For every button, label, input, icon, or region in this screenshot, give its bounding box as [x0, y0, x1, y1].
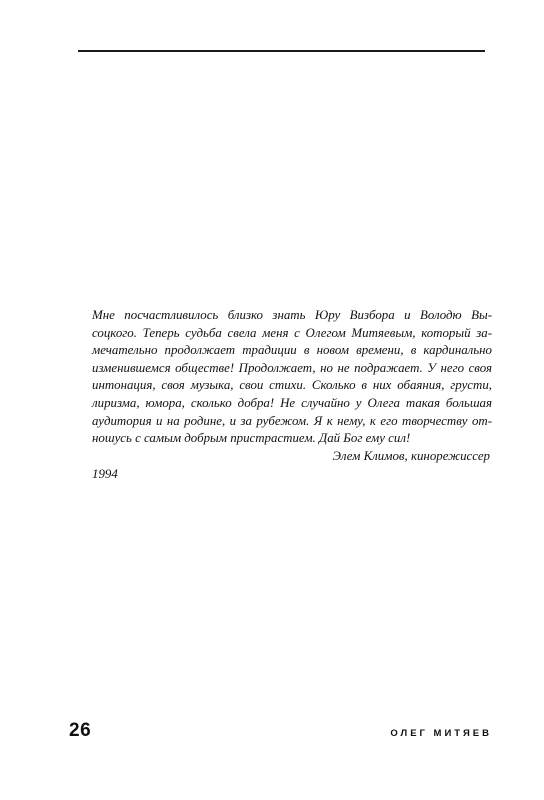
page-number: 26 [69, 720, 92, 741]
quote-line: ношусь с самым добрым пристрастием. Дай Бог ему сил! [92, 431, 411, 446]
top-rule [78, 50, 485, 52]
quote-line: аудитория и на родине, и за рубежом. Я к нему, к его творчеству от- [92, 413, 492, 428]
running-footer-title: ОЛЕГ МИТЯЕВ [390, 728, 492, 739]
quote-line: соцкого. Теперь судьба свела меня с Олегом Митяевым, который за- [92, 325, 492, 340]
quote-line: интонация, своя музыка, свои стихи. Сколько в них обаяния, грусти, [92, 378, 492, 393]
quote-year: 1994 [92, 467, 118, 481]
quote-line: мечательно продолжает традиции в новом времени, в кардинально [92, 343, 492, 358]
testimonial-quote [92, 307, 492, 465]
quote-line: Мне посчастливилось близко знать Юру Визбора и Володю Вы- [92, 308, 492, 322]
quote-line: лиризма, юмора, сколько добра! Не случайно у Олега такая большая [92, 395, 492, 410]
quote-signature: Элем Климов, кинорежиссер [332, 448, 490, 463]
quote-line: изменившемся обществе! Продолжает, но не подражает. У него своя [92, 360, 492, 375]
